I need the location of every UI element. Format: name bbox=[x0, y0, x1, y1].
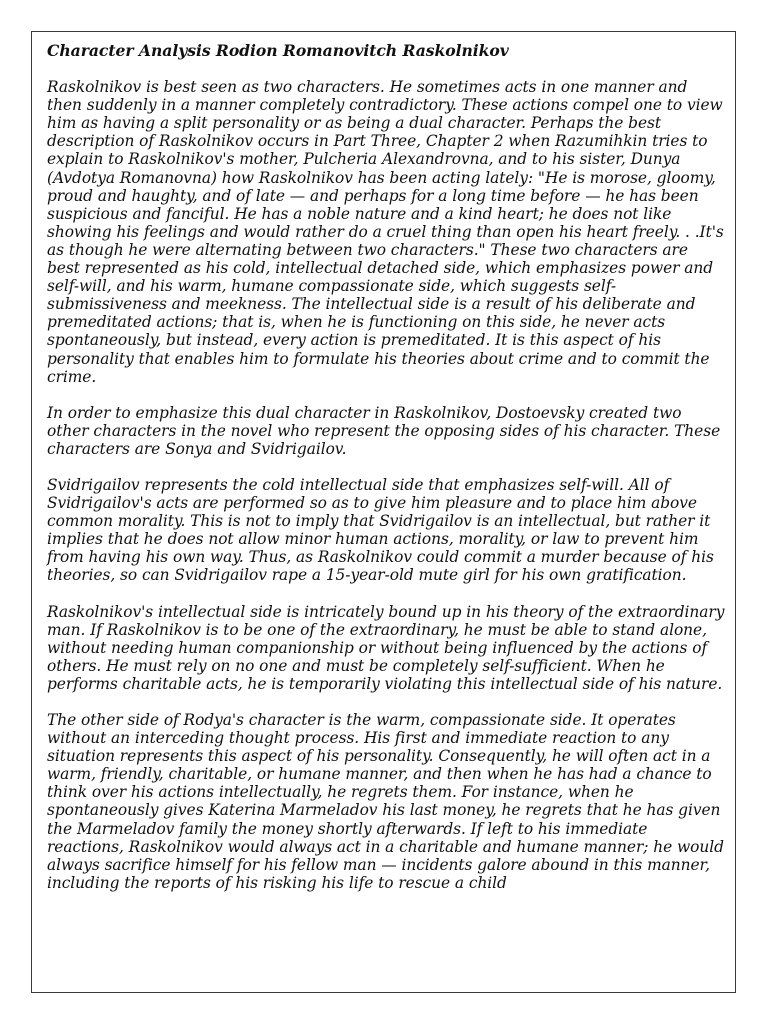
paragraph: The other side of Rodya's character is the warm, compassionate side. It operates without an interceding thought process. His first and immediate reaction to any situation represents this aspect of his personality. Consequently, he will often act in a warm, friendly, charitable, or humane manner, and then when he has had a chance to think over his actions intellectually, he regrets them. For instance, when he spontaneously gives Katerina Marmeladov his last money, he regrets that he has given the Marmeladov family the money shortly afterwards. If left to his immediate reactions, Raskolnikov would always act in a charitable and humane manner; he would always sacrifice himself for his fellow man — incidents galore abound in this manner, including the reports of his risking his life to rescue a child bbox=[47, 711, 724, 892]
paragraph: Raskolnikov's intellectual side is intricately bound up in his theory of the extraordinary man. If Raskolnikov is to be one of the extraordinary, he must be able to stand alone, without needing human companionship or without being influenced by the actions of others. He must rely on no one and must be completely self-sufficient. When he performs charitable acts, he is temporarily violating this intellectual side of his nature. bbox=[47, 602, 725, 693]
paragraph: Raskolnikov is best seen as two characters. He sometimes acts in one manner and then suddenly in a manner completely contradictory. These actions compel one to view him as having a split personality or as being a dual character. Perhaps the best description of Raskolnikov occurs in Part Three, Chapter 2 when Razumihkin tries to explain to Raskolnikov's mother, Pulcheria Alexandrovna, and to his sister, Dunya (Avdotya Romanovna) how Raskolnikov has been acting lately: "He is morose, gloomy, proud and haughty, and of late — and perhaps for a long time before — he has been suspicious and fanciful. He has a noble nature and a kind heart; he does not like showing his feelings and would rather do a cruel thing than open his heart freely. . .It's as though he were alternating between two characters." These two characters are best represented as his cold, intellectual detached side, which emphasizes power and self-will, and his warm, humane compassionate side, which suggests self-submissiveness and meekness. The intellectual side is a result of his deliberate and premeditated actions; that is, when he is functioning on this side, he never acts spontaneously, but instead, every action is premeditated. It is this aspect of his personality that enables him to formulate his theories about crime and to commit the crime. bbox=[47, 78, 724, 386]
paragraph: In order to emphasize this dual character in Raskolnikov, Dostoevsky created two other characters in the novel who represent the opposing sides of his character. These characters are Sonya and Svidrigailov. bbox=[47, 403, 721, 458]
document-title: Character Analysis Rodion Romanovitch Raskolnikov bbox=[47, 41, 509, 60]
document-body bbox=[47, 42, 725, 910]
paragraph: Svidrigailov represents the cold intellectual side that emphasizes self-will. All of Svidrigailov's acts are performed so as to give him pleasure and to place him above common morality. This is not to imply that Svidrigailov is an intellectual, but rather it implies that he does not allow minor human actions, morality, or law to prevent him from having his own way. Thus, as Raskolnikov could commit a murder because of his theories, so can Svidrigailov rape a 15-year-old mute girl for his own gratification. bbox=[47, 475, 714, 585]
document-page bbox=[31, 31, 736, 993]
